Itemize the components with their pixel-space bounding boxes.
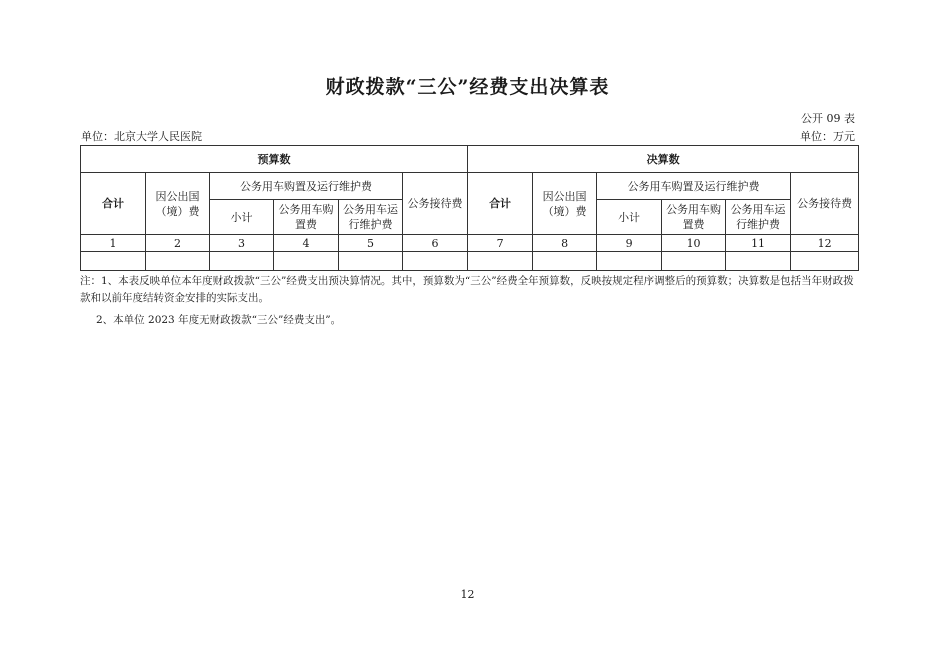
column-index: 3: [210, 235, 274, 252]
page-title: 财政拨款“三公”经费支出决算表: [325, 76, 610, 98]
footnote-1: 注：1、本表反映单位本年度财政拨款“三公”经费支出预决算情况。其中，预算数为“三公”经费全年预算数，反映按规定程序调整后的预算数；决算数是包括当年财政拨款和以前年度结转资金安排的实际支出。: [80, 275, 854, 304]
budget-vehicle-group-header: 公务用车购置及运行维护费: [210, 173, 403, 200]
budget-reception-header: 公务接待费: [403, 173, 468, 235]
table-cell: [339, 252, 403, 271]
budget-subtotal-header: 小计: [210, 200, 274, 235]
column-index: 4: [274, 235, 339, 252]
final-total-header: 合计: [468, 173, 533, 235]
final-subtotal-header: 小计: [597, 200, 662, 235]
page-number: 12: [460, 588, 475, 601]
column-index: 8: [533, 235, 597, 252]
final-vehicle-operation-header: 公务用车运行维护费: [726, 200, 791, 235]
column-index: 11: [726, 235, 791, 252]
footnote-2: 2、本单位 2023 年度无财政拨款“三公”经费支出”。: [96, 314, 342, 326]
column-index: 1: [81, 235, 146, 252]
budget-total-header: 合计: [81, 173, 146, 235]
column-index: 9: [597, 235, 662, 252]
table-cell: [726, 252, 791, 271]
column-index: 2: [146, 235, 210, 252]
final-vehicle-purchase-header: 公务用车购置费: [662, 200, 726, 235]
budget-group-header: 预算数: [81, 146, 468, 173]
budget-vehicle-purchase-header: 公务用车购置费: [274, 200, 339, 235]
final-vehicle-group-header: 公务用车购置及运行维护费: [597, 173, 791, 200]
column-index-row: [81, 235, 859, 252]
table-cell: [146, 252, 210, 271]
table-cell: [403, 252, 468, 271]
table-cell: [468, 252, 533, 271]
budget-abroad-header: 因公出国（境）费: [146, 173, 210, 235]
final-reception-header: 公务接待费: [791, 173, 859, 235]
group-header-row: [81, 146, 859, 173]
column-index: 5: [339, 235, 403, 252]
final-group-header: 决算数: [468, 146, 859, 173]
form-number: 公开 09 表: [801, 112, 855, 125]
reporting-unit: 单位：北京大学人民医院: [81, 130, 202, 143]
final-abroad-header: 因公出国（境）费: [533, 173, 597, 235]
budget-vehicle-operation-header: 公务用车运行维护费: [339, 200, 403, 235]
table-cell: [662, 252, 726, 271]
data-row: [81, 252, 859, 271]
currency-unit: 单位：万元: [800, 130, 855, 143]
expenditure-table: [80, 145, 859, 271]
table-cell: [791, 252, 859, 271]
column-index: 12: [791, 235, 859, 252]
table-cell: [210, 252, 274, 271]
table-cell: [274, 252, 339, 271]
table-cell: [81, 252, 146, 271]
table-cell: [533, 252, 597, 271]
column-header-row: [81, 173, 859, 200]
column-index: 7: [468, 235, 533, 252]
table-cell: [597, 252, 662, 271]
column-index: 10: [662, 235, 726, 252]
column-index: 6: [403, 235, 468, 252]
